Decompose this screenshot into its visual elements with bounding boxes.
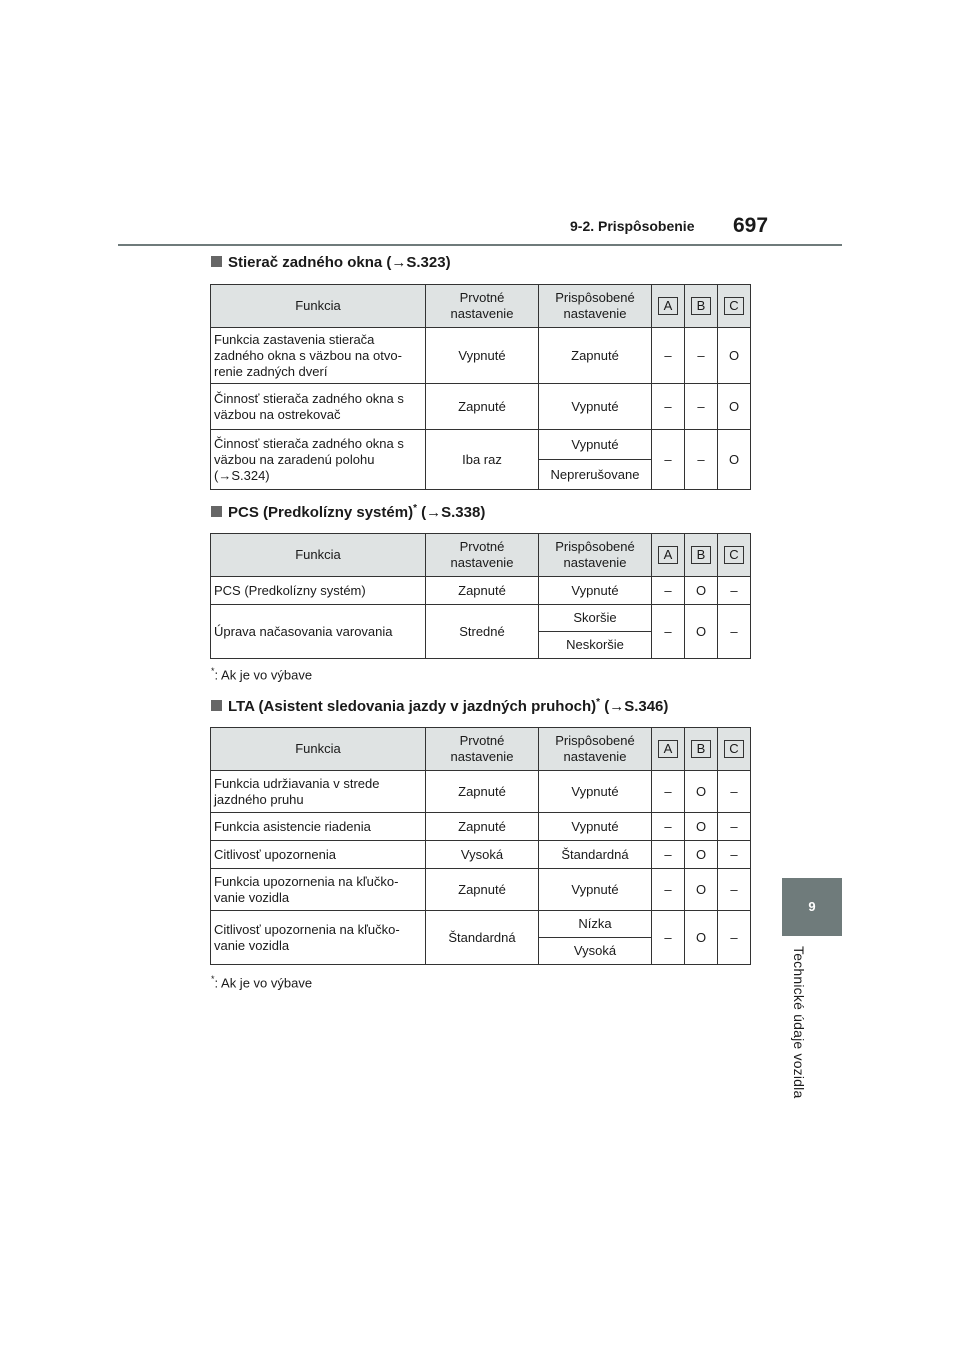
col-header-b: B [691, 297, 711, 315]
table-row: Funkcia asistencie riadenia Zapnuté Vypnuté – O – [211, 813, 751, 841]
table-row: Činnosť stierača zadného okna s väzbou na ostrekovač Zapnuté Vypnuté – – O [211, 384, 751, 430]
table-row: Funkcia upozornenia na kľučko-vanie vozidla Zapnuté Vypnuté – O – [211, 869, 751, 911]
footnote: *: Ak je vo výbave [211, 666, 313, 683]
col-header-custom: Prispôsobené nastavenie [539, 728, 652, 771]
col-header-custom: Prispôsobené nastavenie [539, 534, 652, 577]
lta-table: Funkcia Prvotné nastavenie Prispôsobené nastavenie A B C Funkcia udržiavania v strede jazdného pruhu Zapnuté Vypnuté – O – Funkcia asistencie riadenia Zapnuté Vypnuté – O – Citlivosť upozornenia Vysoká Štandardná – O – Funkcia upozornenia na kľučko-vanie vozidla Zapnuté Vypnuté – O – Citlivosť upozornenia na kľučko-vanie vozidla Štandardná Nízka – O – Vysoká [210, 727, 751, 965]
table-row: Funkcia zastavenia stierača zadného okna s väzbou na otvo-renie zadných dverí Vypnuté Zapnuté – – O [211, 328, 751, 384]
section-title-rear-wiper: Stierač zadného okna (→S.323) [211, 254, 451, 271]
section-title-pcs: PCS (Predkolízny systém)* (→S.338) [211, 503, 485, 521]
table-row: PCS (Predkolízny systém) Zapnuté Vypnuté – O – [211, 577, 751, 605]
col-header-a: A [658, 546, 678, 564]
chapter-title: Technické údaje vozidla [791, 946, 807, 1099]
footnote: *: Ak je vo výbave [211, 974, 313, 991]
col-header-function: Funkcia [211, 728, 426, 771]
col-header-default: Prvotné nastavenie [426, 728, 539, 771]
col-header-a: A [658, 740, 678, 758]
col-header-c: C [724, 740, 744, 758]
section-title-lta: LTA (Asistent sledovania jazdy v jazdných pruhoch)* (→S.346) [211, 697, 668, 715]
header-section: 9-2. Prispôsobenie [570, 218, 695, 234]
col-header-c: C [724, 297, 744, 315]
col-header-function: Funkcia [211, 285, 426, 328]
col-header-b: B [691, 740, 711, 758]
col-header-a: A [658, 297, 678, 315]
table-row: Citlivosť upozornenia Vysoká Štandardná – O – [211, 841, 751, 869]
col-header-b: B [691, 546, 711, 564]
page-number: 697 [733, 214, 769, 237]
col-header-default: Prvotné nastavenie [426, 534, 539, 577]
pcs-table: Funkcia Prvotné nastavenie Prispôsobené nastavenie A B C PCS (Predkolízny systém) Zapnuté Vypnuté – O – Úprava načasovania varovania Stredné Skoršie – O – Neskoršie [210, 533, 751, 659]
header-rule [118, 244, 842, 246]
bullet-square-icon [211, 256, 222, 267]
bullet-square-icon [211, 700, 222, 711]
table-row: Činnosť stierača zadného okna s väzbou na zaradenú polohu (→S.324) Iba raz Vypnuté – – O [211, 430, 751, 460]
col-header-c: C [724, 546, 744, 564]
col-header-custom: Prispôsobené nastavenie [539, 285, 652, 328]
table-row: Úprava načasovania varovania Stredné Skoršie – O – [211, 605, 751, 632]
col-header-function: Funkcia [211, 534, 426, 577]
chapter-tab: 9 [782, 878, 842, 936]
table-row: Funkcia udržiavania v strede jazdného pruhu Zapnuté Vypnuté – O – [211, 771, 751, 813]
col-header-default: Prvotné nastavenie [426, 285, 539, 328]
bullet-square-icon [211, 506, 222, 517]
rear-wiper-table: Funkcia Prvotné nastavenie Prispôsobené nastavenie A B C Funkcia zastavenia stierača zadného okna s väzbou na otvo-renie zadných dverí Vypnuté Zapnuté – – O Činnosť stierača zadného okna s väzbou na ostrekovač Zapnuté Vypnuté – – O Činnosť stierača zadného okna s väzbou na zaradenú polohu (→S.324) Iba raz Vypnuté – – O Neprerušovane [210, 284, 751, 490]
table-row: Citlivosť upozornenia na kľučko-vanie vozidla Štandardná Nízka – O – [211, 911, 751, 938]
